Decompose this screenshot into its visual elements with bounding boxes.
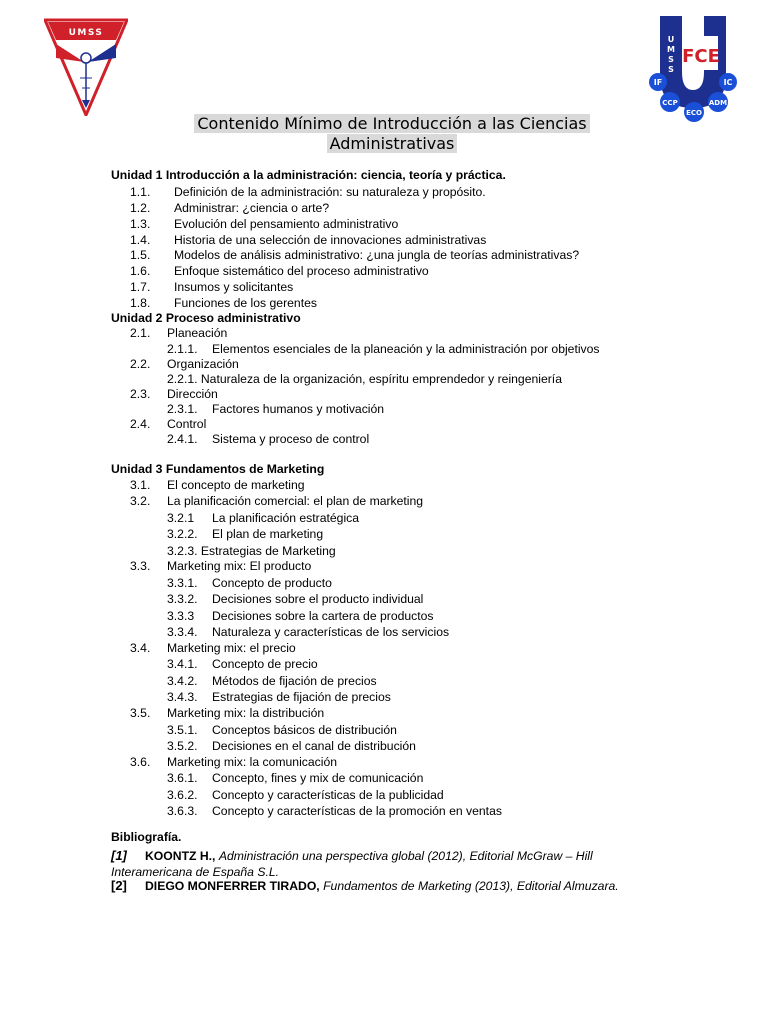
unit-3-item-number: 3.3.3 bbox=[167, 609, 195, 623]
unit-3-item-number: 3.4. bbox=[130, 641, 151, 655]
unit-1-item: Enfoque sistemático del proceso administrativo bbox=[174, 264, 429, 278]
unit-3-item: Marketing mix: El producto bbox=[167, 559, 312, 573]
unit-3-item-number: 3.6. bbox=[130, 755, 151, 769]
unit-3-item-number: 3.6.2. bbox=[167, 788, 198, 802]
unit-2-item: Factores humanos y motivación bbox=[212, 402, 385, 416]
umss-logo-text: UMSS bbox=[68, 28, 104, 38]
umss-logo bbox=[44, 18, 128, 116]
unit-3-item-number: 3.3.1. bbox=[167, 576, 198, 590]
unit-3-item: Decisiones sobre la cartera de productos bbox=[212, 609, 434, 623]
unit-3-item: La planificación estratégica bbox=[212, 511, 360, 525]
unit-3-item-number: 3.5.2. bbox=[167, 739, 198, 753]
svg-text:ADM: ADM bbox=[708, 99, 728, 107]
unit-2-item-number: 2.3. bbox=[130, 387, 151, 401]
unit-1-item: Historia de una selección de innovaciones administrativas bbox=[174, 233, 487, 247]
unit-3-item: Decisiones en el canal de distribución bbox=[212, 739, 416, 753]
unit-3-item-number: 3.6.1. bbox=[167, 771, 198, 785]
unit-1-item: Funciones de los gerentes bbox=[174, 296, 317, 310]
unit-3-item-number: 3.6.3. bbox=[167, 804, 198, 818]
bibliography-heading: Bibliografía. bbox=[111, 830, 182, 844]
reference-author: DIEGO MONFERRER TIRADO, bbox=[145, 879, 320, 893]
unit-1-item-number: 1.3. bbox=[130, 217, 151, 231]
unit-3-item-number: 3.4.3. bbox=[167, 690, 198, 704]
unit-3-item: Concepto y características de la publicidad bbox=[212, 788, 444, 802]
unit-3-item-number: 3.2. bbox=[130, 494, 151, 508]
unit-3-item: Marketing mix: la comunicación bbox=[167, 755, 338, 769]
bibliography-entry bbox=[111, 878, 671, 894]
unit-2-item-number: 2.4. bbox=[130, 417, 151, 431]
unit-2-item-number: 2.3.1. bbox=[167, 402, 198, 416]
unit-3-item: Naturaleza y características de los servicios bbox=[212, 625, 450, 639]
bibliography-entry bbox=[111, 848, 671, 880]
unit-2-item: Planeación bbox=[167, 326, 228, 340]
svg-text:S: S bbox=[668, 65, 674, 74]
unit-2-item: Organización bbox=[167, 357, 239, 371]
fce-text: FCE bbox=[682, 46, 720, 67]
unit-3-item: Concepto de producto bbox=[212, 576, 332, 590]
unit-3-item: 3.2.3. Estrategias de Marketing bbox=[167, 544, 336, 558]
unit-2-item: Elementos esenciales de la planeación y la administración por objetivos bbox=[212, 342, 600, 356]
reference-work: Fundamentos de Marketing (2013), Editorial Almuzara. bbox=[323, 879, 619, 893]
unit-2-item: Sistema y proceso de control bbox=[212, 432, 370, 446]
reference-tag: [1] bbox=[111, 848, 127, 863]
unit-1-item-number: 1.4. bbox=[130, 233, 151, 247]
unit-2-item: 2.2.1. Naturaleza de la organización, espíritu emprendedor y reingeniería bbox=[167, 372, 562, 386]
unit-3-item: Concepto y características de la promoción en ventas bbox=[212, 804, 502, 818]
unit-3-item: El concepto de marketing bbox=[167, 478, 305, 492]
unit-1-item-number: 1.8. bbox=[130, 296, 151, 310]
unit-3-item: La planificación comercial: el plan de marketing bbox=[167, 494, 424, 508]
unit-1-item: Insumos y solicitantes bbox=[174, 280, 294, 294]
unit-2-item-number: 2.2. bbox=[130, 357, 151, 371]
unit-3-item-number: 3.5. bbox=[130, 706, 151, 720]
unit-3-item: Marketing mix: la distribución bbox=[167, 706, 325, 720]
unit-3-item-number: 3.3. bbox=[130, 559, 151, 573]
title-line-1: Contenido Mínimo de Introducción a las Ciencias bbox=[194, 114, 589, 133]
unit-3-item: Concepto, fines y mix de comunicación bbox=[212, 771, 424, 785]
svg-text:S: S bbox=[668, 55, 674, 64]
svg-text:IF: IF bbox=[653, 78, 663, 87]
unit-1-item-number: 1.7. bbox=[130, 280, 151, 294]
unit-1-item: Evolución del pensamiento administrativo bbox=[174, 217, 399, 231]
unit-3-item-number: 3.2.2. bbox=[167, 527, 198, 541]
reference-work: Administración una perspectiva global (2012), Editorial McGraw – Hill Interamericana de España S.L. bbox=[111, 849, 593, 879]
unit-3-heading: Unidad 3 Fundamentos de Marketing bbox=[111, 462, 325, 476]
unit-3-item: Concepto de precio bbox=[212, 657, 318, 671]
unit-3-item-number: 3.2.1 bbox=[167, 511, 195, 525]
unit-1-item-number: 1.5. bbox=[130, 248, 151, 262]
unit-1-item: Definición de la administración: su naturaleza y propósito. bbox=[174, 185, 486, 199]
unit-3-item-number: 3.3.4. bbox=[167, 625, 198, 639]
svg-text:CCP: CCP bbox=[662, 99, 678, 107]
unit-2-item-number: 2.1.1. bbox=[167, 342, 198, 356]
title-line-2: Administrativas bbox=[327, 134, 458, 153]
unit-1-item-number: 1.1. bbox=[130, 185, 151, 199]
unit-1-item: Administrar: ¿ciencia o arte? bbox=[174, 201, 330, 215]
unit-2-item-number: 2.4.1. bbox=[167, 432, 198, 446]
unit-1-item: Modelos de análisis administrativo: ¿una jungla de teorías administrativas? bbox=[174, 248, 580, 262]
unit-3-item-number: 3.4.2. bbox=[167, 674, 198, 688]
svg-text:U: U bbox=[667, 35, 675, 44]
unit-2-item: Dirección bbox=[167, 387, 218, 401]
unit-3-item: El plan de marketing bbox=[212, 527, 324, 541]
document-title bbox=[164, 114, 620, 154]
fce-logo bbox=[646, 12, 740, 124]
unit-3-item-number: 3.5.1. bbox=[167, 723, 198, 737]
unit-3-item: Métodos de fijación de precios bbox=[212, 674, 377, 688]
reference-author: KOONTZ H., bbox=[145, 849, 216, 863]
unit-3-item: Marketing mix: el precio bbox=[167, 641, 296, 655]
unit-2-heading: Unidad 2 Proceso administrativo bbox=[111, 311, 301, 325]
unit-3-item-number: 3.1. bbox=[130, 478, 151, 492]
unit-1-item-number: 1.2. bbox=[130, 201, 151, 215]
svg-text:IC: IC bbox=[723, 78, 733, 87]
unit-2-item: Control bbox=[167, 417, 207, 431]
unit-1-item-number: 1.6. bbox=[130, 264, 151, 278]
unit-1-heading: Unidad 1 Introducción a la administración: ciencia, teoría y práctica. bbox=[111, 168, 506, 182]
unit-3-item: Estrategias de fijación de precios bbox=[212, 690, 391, 704]
reference-tag: [2] bbox=[111, 878, 127, 893]
svg-text:ECO: ECO bbox=[686, 109, 702, 117]
unit-2-item-number: 2.1. bbox=[130, 326, 151, 340]
unit-3-item: Conceptos básicos de distribución bbox=[212, 723, 397, 737]
unit-3-item: Decisiones sobre el producto individual bbox=[212, 592, 424, 606]
unit-3-item-number: 3.3.2. bbox=[167, 592, 198, 606]
unit-3-item-number: 3.4.1. bbox=[167, 657, 198, 671]
svg-text:M: M bbox=[667, 45, 675, 54]
